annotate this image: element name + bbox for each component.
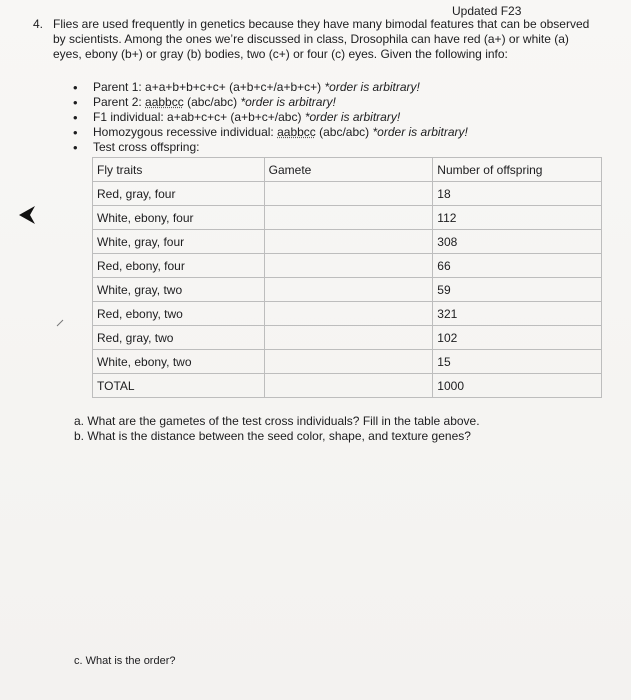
gamete-cell[interactable]	[264, 278, 433, 302]
trait-cell: Red, ebony, two	[93, 302, 265, 326]
given-info-list	[73, 80, 468, 155]
subquestions-ab	[74, 414, 480, 444]
trait-cell: Red, gray, four	[93, 182, 265, 206]
gamete-cell[interactable]	[264, 182, 433, 206]
bullet-parent-1: • Parent 1: a+a+b+b+c+c+ (a+b+c+/a+b+c+) *order is arbitrary!	[73, 80, 468, 95]
count-cell: 308	[433, 230, 602, 254]
table-row	[93, 326, 602, 350]
trait-cell: White, ebony, four	[93, 206, 265, 230]
count-cell: 102	[433, 326, 602, 350]
total-count-cell: 1000	[433, 374, 602, 398]
test-cross-table	[92, 157, 602, 398]
gamete-cell[interactable]	[264, 254, 433, 278]
table-row	[93, 206, 602, 230]
table-row	[93, 182, 602, 206]
gamete-cell[interactable]	[264, 302, 433, 326]
trait-cell: White, gray, two	[93, 278, 265, 302]
table-row	[93, 302, 602, 326]
table-row	[93, 278, 602, 302]
count-cell: 112	[433, 206, 602, 230]
trait-cell: White, gray, four	[93, 230, 265, 254]
question-number: 4.	[33, 17, 44, 31]
count-cell: 59	[433, 278, 602, 302]
trait-cell: White, ebony, two	[93, 350, 265, 374]
pencil-mark-icon	[55, 318, 65, 328]
subquestion-a: a. What are the gametes of the test cross individuals? Fill in the table above.	[74, 414, 480, 428]
table-row	[93, 230, 602, 254]
count-cell: 66	[433, 254, 602, 278]
gamete-cell[interactable]	[264, 326, 433, 350]
count-cell: 15	[433, 350, 602, 374]
bullet-test-cross-offspring: • Test cross offspring:	[73, 140, 468, 155]
table-row	[93, 254, 602, 278]
gamete-cell[interactable]	[264, 230, 433, 254]
table-header-row	[93, 158, 602, 182]
trait-cell: Red, gray, two	[93, 326, 265, 350]
bullet-parent-2: • Parent 2: aabbcc (abc/abc) *order is arbitrary!	[73, 95, 468, 110]
arrow-cursor-icon	[17, 202, 43, 228]
header-number-of-offspring: Number of offspring	[433, 158, 602, 182]
bullet-f1-individual: • F1 individual: a+ab+c+c+ (a+b+c+/abc) *order is arbitrary!	[73, 110, 468, 125]
table-row	[93, 350, 602, 374]
gamete-cell[interactable]	[264, 350, 433, 374]
updated-label: Updated F23	[452, 4, 522, 18]
table-total-row	[93, 374, 602, 398]
count-cell: 18	[433, 182, 602, 206]
question-4	[33, 17, 593, 62]
trait-cell: Red, ebony, four	[93, 254, 265, 278]
gamete-cell[interactable]	[264, 206, 433, 230]
bullet-homozygous-recessive: • Homozygous recessive individual: aabbcc (abc/abc) *order is arbitrary!	[73, 125, 468, 140]
total-gamete-cell	[264, 374, 433, 398]
total-label-cell: TOTAL	[93, 374, 265, 398]
count-cell: 321	[433, 302, 602, 326]
subquestion-c: c. What is the order?	[74, 655, 176, 667]
question-text: Flies are used frequently in genetics because they have many bimodal features that can be observed by scientists. Among the ones we’re discussed in class, Drosophila can have red (a+) or white (a) eyes, ebony (b+) or gray (b) bodies, two (c+) or four (c) eyes. Given the following info:	[53, 17, 590, 61]
subquestion-b: b. What is the distance between the seed color, shape, and texture genes?	[74, 429, 471, 443]
header-gamete: Gamete	[264, 158, 433, 182]
header-fly-traits: Fly traits	[93, 158, 265, 182]
